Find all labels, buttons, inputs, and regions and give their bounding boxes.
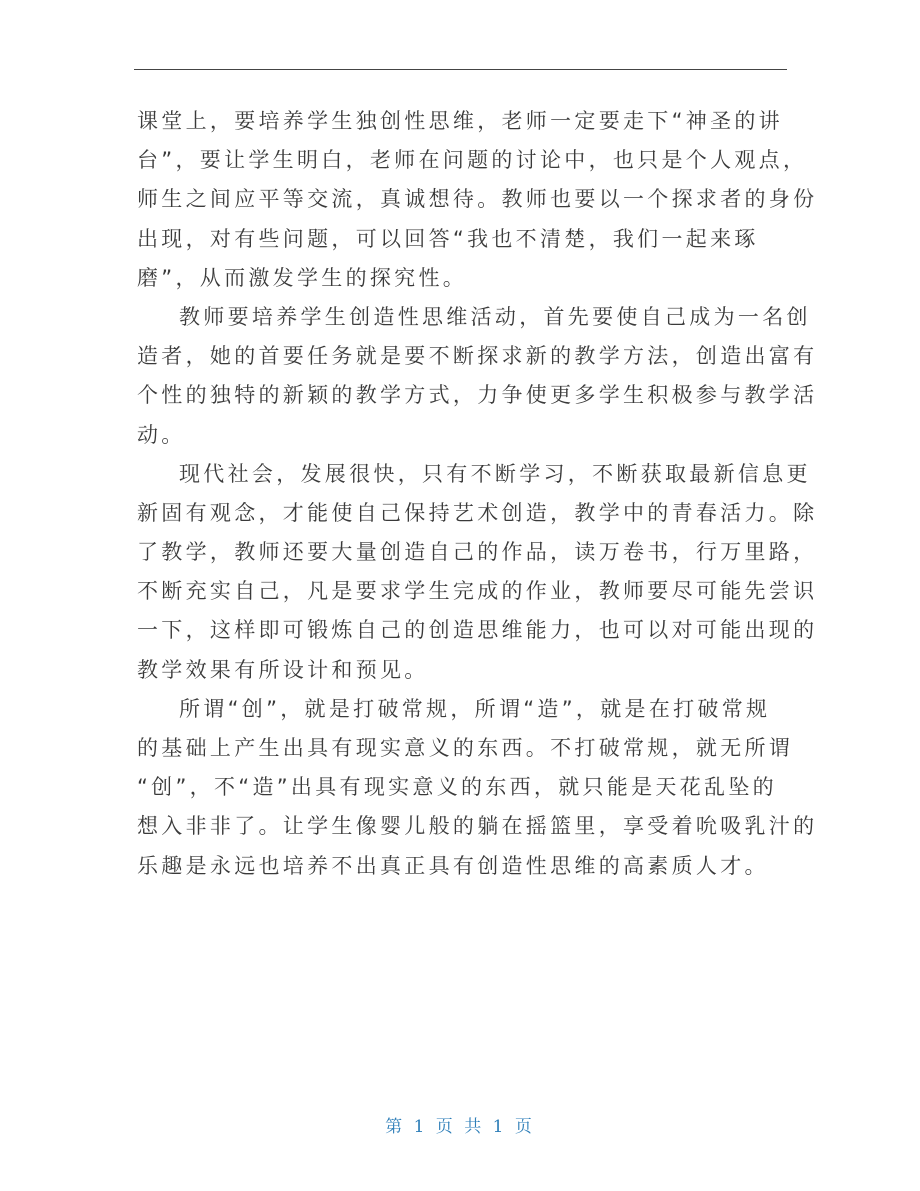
paragraph-2-line-4: 动。: [137, 422, 186, 447]
paragraph-1-line-3: 师生之间应平等交流，真诚想待。教师也要以一个探求者的身份: [137, 187, 818, 212]
paragraph-2-line-2: 造者，她的首要任务就是要不断探求新的教学方法，创造出富有: [137, 344, 818, 369]
paragraph-3-line-5: 一下，这样即可锻炼自己的创造思维能力，也可以对可能出现的: [137, 618, 818, 643]
paragraph-1-line-1: 课堂上，要培养学生独创性思维，老师一定要走下“神圣的讲: [137, 109, 783, 133]
paragraph-4-line-3: “创”，不“造”出具有现实意义的东西，就只能是天花乱坠的: [137, 775, 777, 800]
paragraph-1-line-4: 出现，对有些问题，可以回答“我也不清楚，我们一起来琢: [137, 226, 759, 251]
header-rule: [134, 69, 787, 70]
paragraph-4-line-4: 想入非非了。让学生像婴儿般的躺在摇篮里，享受着吮吸乳汁的: [137, 814, 818, 839]
paragraph-3-line-6: 教学效果有所设计和预见。: [137, 657, 429, 682]
paragraph-3-line-4: 不断充实自己，凡是要求学生完成的作业，教师要尽可能先尝识: [137, 579, 818, 604]
paragraph-3-line-3: 了教学，教师还要大量创造自己的作品，读万卷书，行万里路，: [137, 540, 818, 565]
paragraph-3-line-2: 新固有观念，才能使自己保持艺术创造，教学中的青春活力。除: [137, 500, 818, 525]
document-body: [137, 102, 818, 886]
paragraph-4-line-1: 所谓“创”，就是打破常规，所谓“造”，就是在打破常规: [179, 696, 771, 721]
paragraph-1-line-5: 磨”，从而激发学生的探究性。: [137, 265, 468, 290]
paragraph-4-line-2: 的基础上产生出具有现实意义的东西。不打破常规，就无所谓: [137, 736, 794, 760]
paragraph-2-line-3: 个性的独特的新颖的教学方式，力争使更多学生积极参与教学活: [137, 383, 818, 408]
paragraph-3-line-1: 现代社会，发展很快，只有不断学习，不断获取最新信息更: [179, 461, 811, 486]
paragraph-2-line-1: 教师要培养学生创造性思维活动，首先要使自己成为一名创: [179, 304, 811, 329]
paragraph-1-line-2: 台”，要让学生明白，老师在问题的讨论中，也只是个人观点，: [137, 148, 808, 173]
page-number-footer: 第 1 页 共 1 页: [385, 1117, 535, 1137]
paragraph-4-line-5: 乐趣是永远也培养不出真正具有创造性思维的高素质人才。: [137, 853, 769, 878]
